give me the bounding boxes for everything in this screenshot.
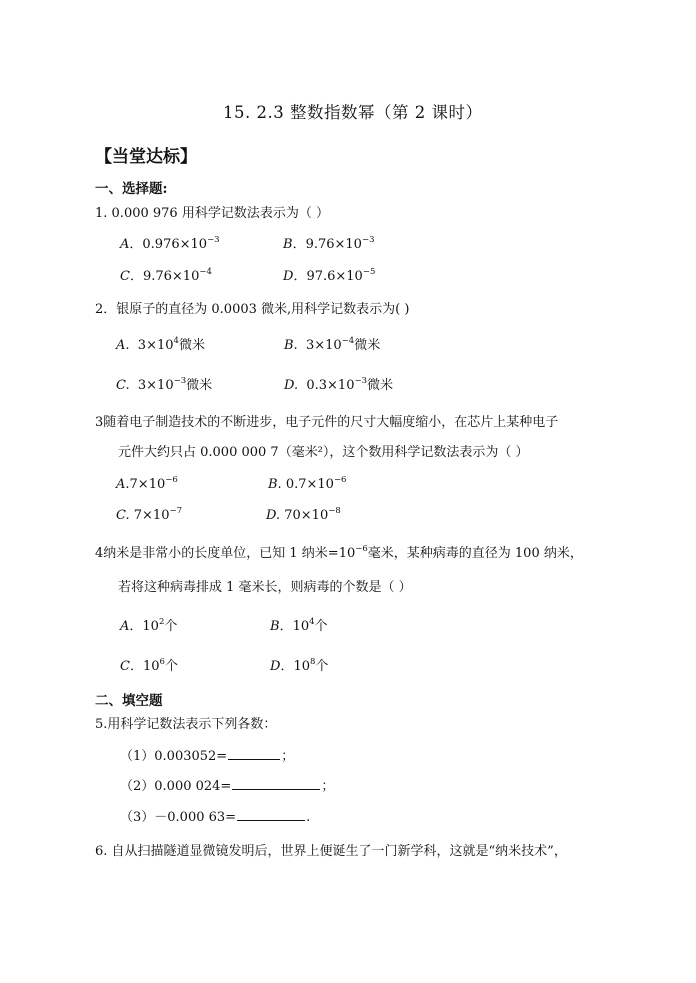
option-letter: A: [120, 237, 130, 252]
option-base: 7×10: [129, 477, 166, 492]
item-label: （2）0.000 024=: [120, 779, 232, 794]
option-letter: C: [120, 659, 130, 674]
option-letter: D.: [284, 378, 299, 393]
option-exponent: −4: [199, 266, 212, 277]
answer-blank[interactable]: [237, 808, 305, 821]
option-letter: A.: [116, 338, 130, 353]
question-6-stem: 6. 自从扫描隧道显微镜发明后，世界上便诞生了一门新学科，这就是“纳米技术”，: [95, 844, 567, 859]
answer-blank[interactable]: [228, 747, 280, 760]
q4-option-c: C．$10^6$个: [120, 656, 178, 674]
option-exponent: −6: [333, 474, 347, 485]
question-1-stem: 1. 0.000 976 用科学记数法表示为（ ）: [95, 206, 329, 221]
q2-option-a: [116, 337, 205, 355]
option-exponent: −3: [354, 375, 367, 386]
question-3-stem-line-1: 3随着电子制造技术的不断进步，电子元件的尺寸大幅度缩小，在芯片上某种电子: [95, 415, 559, 430]
option-base: 3×10: [305, 338, 342, 353]
q4-option-d: D．$10^8$个: [270, 656, 329, 674]
question-3-stem-line-2: 元件大约只占 0.000 000 7（毫米²），这个数用科学记数法表示为（ ）: [118, 445, 529, 460]
q5-item-1: [120, 747, 294, 766]
option-letter: A.: [116, 477, 130, 492]
option-exponent: 8: [310, 656, 316, 667]
option-letter: C: [120, 269, 130, 284]
stem-text: 4纳米是非常小的长度单位，已知 1 纳米=10: [95, 546, 356, 561]
option-exponent: −3: [173, 375, 187, 386]
option-letter: B.: [268, 477, 282, 492]
option-unit: 个: [315, 659, 329, 674]
question-5-stem: 5.用科学记数法表示下列各数：: [95, 717, 277, 732]
option-base: 3×10: [137, 338, 174, 353]
q3-option-b: [268, 476, 346, 494]
option-unit: 微米: [178, 338, 205, 353]
option-letter: A: [120, 619, 130, 634]
option-letter: B: [270, 619, 280, 634]
q1-option-c: C．$9.76\times 10^{-4}$: [120, 266, 212, 284]
option-base: 10: [142, 619, 159, 634]
question-4-stem-line-2: 若将这种病毒排成 1 毫米长，则病毒的个数是（ ）: [118, 580, 412, 595]
option-letter: C.: [116, 378, 130, 393]
q2-option-b: [284, 337, 380, 355]
option-base: 0.3×10: [306, 378, 355, 393]
option-base: 7×10: [133, 508, 170, 523]
option-base: 10: [293, 659, 310, 674]
option-base: 9.76×10: [142, 269, 200, 284]
q1-option-b: B．$9.76\times 10^{-3}$: [283, 234, 375, 252]
item-end: .: [306, 810, 311, 825]
option-base: 0.976×10: [142, 237, 208, 252]
option-exponent: −3: [361, 234, 375, 245]
option-unit: 个: [314, 619, 328, 634]
q4-option-b: B．$10^4$个: [270, 616, 328, 634]
item-label: （1）0.003052=: [120, 749, 228, 764]
option-exponent: 2: [158, 616, 165, 627]
option-base: 0.7×10: [285, 477, 334, 492]
item-label: （3）－0.000 63=: [120, 810, 237, 825]
option-exponent: −7: [169, 505, 183, 516]
q4-option-a: A．$10^2$个: [120, 616, 178, 634]
option-base: 3×10: [137, 378, 174, 393]
option-unit: 个: [164, 619, 178, 634]
q3-option-a: [116, 476, 178, 494]
option-letter: D: [270, 659, 281, 674]
option-base: 70×10: [284, 508, 329, 523]
q3-option-c: [116, 507, 182, 525]
answer-blank[interactable]: [232, 777, 320, 790]
option-base: 10: [292, 619, 310, 634]
part-heading-fill-blank: 二、填空题: [95, 693, 163, 709]
option-exponent: −5: [362, 266, 376, 277]
option-base: 9.76×10: [305, 237, 362, 252]
q1-option-d: D．$97.6\times 10^{-5}$: [283, 266, 376, 284]
option-exponent: −4: [341, 335, 355, 346]
q1-option-a: A．$0.976\times 10^{-3}$: [120, 234, 220, 252]
item-end: ；: [281, 749, 295, 764]
option-exponent: −3: [207, 234, 220, 245]
item-end: ；: [321, 779, 335, 794]
option-letter: D.: [266, 508, 281, 523]
option-unit: 个: [164, 659, 178, 674]
q2-option-d: [284, 377, 393, 395]
question-4-stem-line-1: [95, 545, 583, 563]
option-base: 10: [142, 659, 160, 674]
q5-item-2: [120, 777, 334, 796]
option-exponent: −8: [328, 505, 341, 516]
option-exponent: 4: [309, 616, 315, 627]
q2-option-c: [116, 377, 212, 395]
section-heading: 【当堂达标】: [95, 147, 197, 167]
part-heading-choice: 一、选择题:: [95, 181, 168, 197]
option-letter: C.: [116, 508, 130, 523]
option-unit: 微米: [186, 378, 213, 393]
option-unit: 微米: [354, 338, 381, 353]
question-2-stem: 2．银原子的直径为 0.0003 微米,用科学记数表示为( ): [95, 302, 410, 317]
option-base: 97.6×10: [306, 269, 363, 284]
option-unit: 微米: [367, 378, 394, 393]
option-exponent: 4: [173, 335, 179, 346]
page-title: 15. 2.3 整数指数幂（第 2 课时）: [223, 103, 483, 122]
option-exponent: 6: [159, 656, 165, 667]
stem-text: 毫米，某种病毒的直径为 100 纳米，: [367, 546, 583, 561]
q3-option-d: [266, 507, 341, 525]
stem-exponent: −6: [355, 543, 368, 554]
q5-item-3: [120, 808, 310, 827]
option-exponent: −6: [165, 474, 178, 485]
option-letter: B: [283, 237, 293, 252]
option-letter: B.: [284, 338, 298, 353]
option-letter: D: [283, 269, 294, 284]
